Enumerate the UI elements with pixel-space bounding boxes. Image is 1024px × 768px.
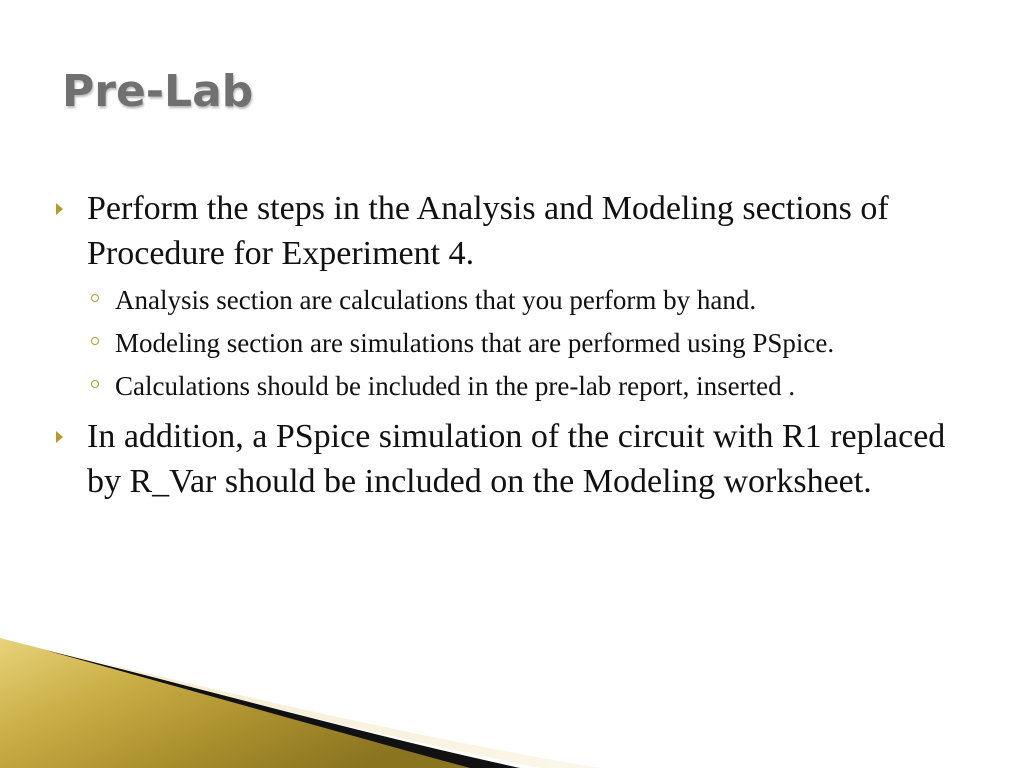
sub-bullet-text: Analysis section are calculations that you perform by hand. — [115, 285, 757, 315]
bullet-text: Perform the steps in the Analysis and Modeling sections of Procedure for Experiment 4. — [87, 190, 889, 272]
triangle-right-icon — [56, 203, 63, 215]
bullet-text: In addition, a PSpice simulation of the circuit with R1 replaced by R_Var should be included on the Modeling worksheet. — [87, 418, 946, 500]
decorative-swoosh — [0, 638, 1024, 768]
sub-bullet-item — [87, 323, 976, 363]
sub-bullet-list — [87, 280, 976, 406]
hollow-circle-icon — [91, 380, 99, 388]
hollow-circle-icon — [91, 294, 99, 302]
bullet-item — [56, 186, 976, 406]
hollow-circle-icon — [91, 337, 99, 345]
bullet-item — [56, 414, 976, 504]
slide-title: Pre-Lab — [62, 66, 254, 117]
sub-bullet-text: Calculations should be included in the pre-lab report, inserted . — [115, 371, 796, 401]
triangle-right-icon — [56, 431, 63, 443]
bullet-list — [56, 186, 976, 512]
sub-bullet-text: Modeling section are simulations that are performed using PSpice. — [115, 328, 835, 358]
sub-bullet-item — [87, 280, 976, 320]
sub-bullet-item — [87, 366, 976, 406]
